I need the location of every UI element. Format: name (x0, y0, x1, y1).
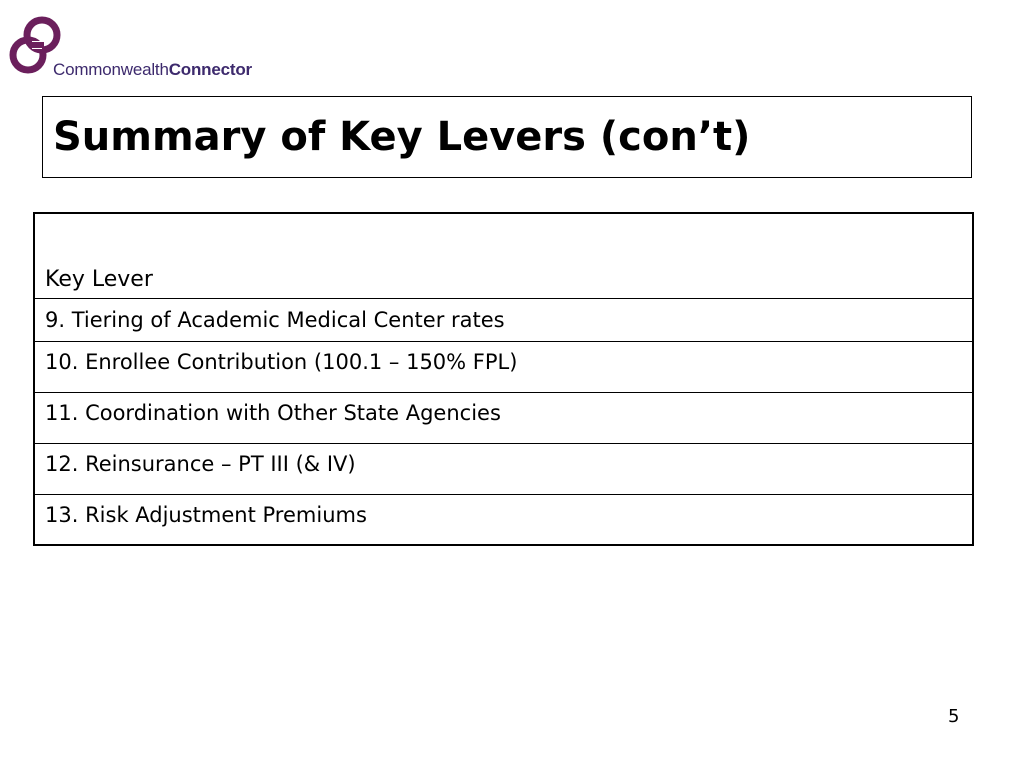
slide-title: Summary of Key Levers (con’t) (53, 114, 751, 160)
table-cell: 9. Tiering of Academic Medical Center rates (34, 298, 973, 341)
table-row (34, 392, 973, 443)
commonwealth-connector-logo (6, 14, 306, 80)
table-cell: 11. Coordination with Other State Agencies (34, 392, 973, 443)
table-cell: 13. Risk Adjustment Premiums (34, 494, 973, 545)
page-number: 5 (948, 706, 960, 727)
key-lever-table (33, 212, 974, 546)
table-row (34, 341, 973, 392)
table-row (34, 494, 973, 545)
table-row (34, 298, 973, 341)
table-cell: 10. Enrollee Contribution (100.1 – 150% FPL) (34, 341, 973, 392)
table-header-key-lever: Key Lever (34, 213, 973, 298)
logo-text-regular: Commonwealth (53, 60, 169, 79)
table-row (34, 443, 973, 494)
table-cell: 12. Reinsurance – PT III (& IV) (34, 443, 973, 494)
logo-text-bold: Connector (168, 60, 252, 79)
title-box (42, 96, 972, 178)
logo-text (53, 60, 252, 80)
table-header-row (34, 213, 973, 298)
